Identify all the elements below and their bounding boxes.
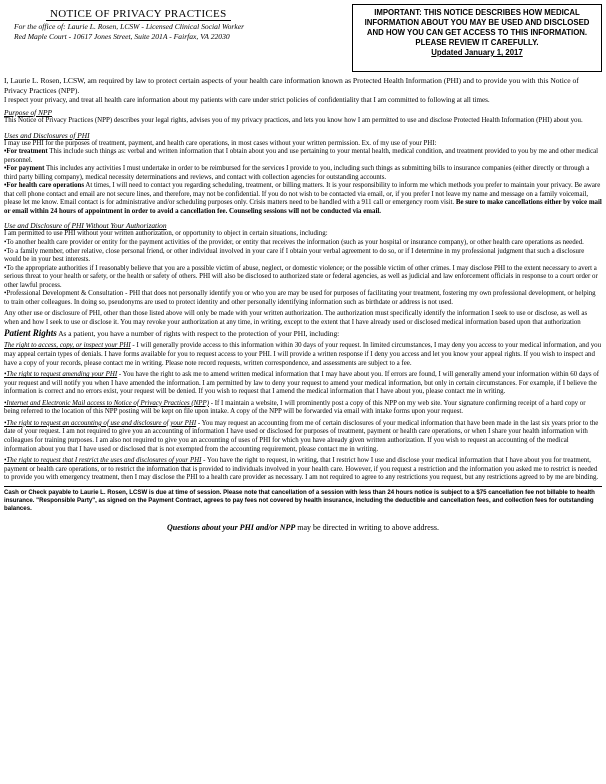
fee-notice: Cash or Check payable to Laurie L. Rosen, LCSW is due at time of session. Please note that cancellation of a session with less than 24 hours notice is subject to a $75 cancellation fee not billable to health insurance. "Responsible Party", as signed on the Payment Contract, agrees to pay fees not covered by health insurance, including the deductible and cancellation fees, and collection fees for outstanding balances.	[4, 488, 595, 512]
right-label: •The right to request amending your PHI	[4, 371, 118, 379]
treatment-text: This include such things as: verbal and written information that I obtain about you and use pertaining to your mental health, medical condition, and treatment provided to you by me and other medical personnel.	[4, 148, 599, 164]
right-item	[4, 342, 602, 368]
right-label: •The right to request an accounting of use and disclosure of your PHI	[4, 419, 197, 427]
treatment-item	[4, 148, 602, 165]
intro-paragraph: I, Laurie L. Rosen, LCSW, am required by law to protect certain aspects of your health care information known as Protected Health Information (PHI) and to provide you with this Notice of Privacy Practices (NPP).	[4, 76, 579, 95]
payment-item	[4, 165, 602, 182]
without-auth-heading: Use and Disclosure of PHI Without Your Authorization	[4, 221, 167, 231]
payment-text: This includes any activities I must undertake in order to be reimbursed for the services I provide to you, including such things as submitting bills to insurance companies (either directly or through a third party billing company), medical necessity determinations and reviews, and contact with collection agencies for outstanding accounts.	[4, 165, 590, 181]
authorization-closing: Any other use or disclosure of PHI, other than those listed above will only be made with your written authorization. The authorization must specifically identify the information I seek to use or disclose, as well as when and how I seek to use or disclose it. You may revoke your authorization at any time, in writing, except to the extent that I have already used or disclosed medical information based upon that authorization	[4, 310, 588, 326]
right-text: - You have the right to ask me to amend written medical information that I may have about you. If errors are found, I will generally amend your information within 60 days of your request and will notify you when I have amended the information. I am permitted by law to deny your request to amend your medical information, but only in certain circumstances. For example, if I believe the information is correct and no errors exist, your request will be denied. If you wish to request that I amend the medical information that I have about you, please contact me in writing.	[4, 371, 600, 396]
operations-text: At times, I will need to contact you regarding scheduling, treatment, or billing matters. It is your responsibility to inform me which methods you prefer to maintain your privacy. Be aware that cell phone contact and email are not secure lines, and therefore, may not be confidential. If you do not wish to be contacted via email, or, if you prefer I not leave my name and message on a family voicemail, please let me know. Email contact is for administrative and/or scheduling purposes only. Crisis matters need to be handled with a 911 call or emergency room visit.	[4, 182, 601, 207]
office-line: For the office of: Laurie L. Rosen, LCSW - Licensed Clinical Social Worker	[14, 22, 245, 31]
purpose-heading: Purpose of NPP	[4, 108, 53, 117]
important-notice-box	[352, 4, 602, 72]
intro-respect: I respect your privacy, and treat all health care information about my patients with care under strict policies of confidentiality that I am committed to following at all times.	[4, 96, 490, 104]
patient-rights-header	[4, 328, 602, 339]
right-text: - I will generally provide access to this information within 30 days of your request. In limited circumstances, I may deny you access to your medical information, and you may appeal certain types of denials. I have forms available for you to request access to your PHI. I will provide a written response if I deny you access and let you know your appeal rights. If you wish to inspect and have a copy of your records, please contact me in writing. Please note record requests, written correspondence, and assessments are subject to a fee.	[4, 342, 602, 367]
operations-item	[4, 182, 602, 216]
header-row	[4, 4, 602, 72]
office-address: Red Maple Court - 10617 Jones Street, Suite 201A - Fairfax, VA 22030	[14, 32, 230, 41]
right-item	[4, 371, 602, 397]
patient-rights-lead: As a patient, you have a number of rights with respect to the protection of your PHI, including:	[56, 329, 340, 339]
right-label: •Internet and Electronic Mail access to Notice of Privacy Practices (NPP)	[4, 399, 209, 407]
right-item	[4, 400, 602, 417]
right-text: - You may request an accounting from me of certain disclosures of your medical information that have been made in the last six years prior to the date of your request. I am not required to give you an accounting of information I have used or disclosed for purposes of treatment, payment or health care operations, or when I share your health information with colleagues for training purposes. I am also not required to give you an accounting of uses of PHI for which you have already given written authorization. If you wish to request an accounting of the medical information about you that I have used or disclosed that is not exempted from the accounting requirement, please contact me in writing.	[4, 419, 599, 453]
uses-lead: I may use PHI for the purposes of treatment, payment, and health care operations, in most cases without your written permission. Ex. of my use of your PHI:	[4, 139, 437, 147]
right-label: •The right to request that I restrict the uses and disclosures of your PHI	[4, 457, 202, 465]
footer-question: Questions about your PHI and/or NPP	[167, 522, 296, 532]
divider	[4, 486, 602, 487]
cancellation-warning: Be sure to make cancellations either by voice mail or email within 24 hours of appointment in order to avoid a cancellation fee. Counseling sessions will not be conducted via email.	[4, 199, 602, 215]
uses-heading: Uses and Disclosures of PHI	[4, 130, 90, 140]
purpose-text: This Notice of Privacy Practices (NPP) describes your legal rights, advises you of my privacy practices, and lets you know how I am permitted to use and disclose Protected Health Information (PHI) about you.	[4, 117, 583, 124]
right-label: The right to access, copy, or inspect your PHI	[4, 342, 131, 350]
without-auth-lead: I am permitted to use PHI without your written authorization, or opportunity to object in certain situations, including:	[4, 230, 328, 238]
page-title: NOTICE OF PRIVACY PRACTICES	[46, 8, 231, 21]
payment-label: •For payment	[4, 165, 45, 173]
patient-rights-title: Patient Rights	[4, 328, 57, 339]
operations-label: •For health care operations	[4, 182, 85, 190]
right-item	[4, 457, 602, 483]
without-auth-item: •To the appropriate authorities if I reasonably believe that you are a possible victim of abuse, neglect, or domestic violence; or the possible victim of other crimes. I may disclose PHI to the extent necessary to avert a serious threat to your health or safety, or the health or safety of others. PHI will also be disclosed to authorized state or federal agencies, as well as judicial and law enforcement officials in response to a court order or other lawful process.	[4, 264, 598, 289]
right-text: - You have the right to request, in writing, that I restrict how I use and disclose your medical information that I have about you for treatment, payment or health care operations, or to restrict the information that is provided to individuals involved in your health care. However, if you request a restriction and the information you asked me to restrict is needed to provide you with emergency treatment, then I may disclose the PHI to a health care provider as necessary. I am not required to agree to any restrictions you request, but any restrictions agreed to by me are binding.	[4, 457, 599, 482]
updated-date: Updated January 1, 2017	[431, 48, 523, 57]
important-notice-text: IMPORTANT: THIS NOTICE DESCRIBES HOW MEDICAL INFORMATION ABOUT YOU MAY BE USED AND DISCLOSED AND HOW YOU CAN GET ACCESS TO THIS INFORMATION. PLEASE REVIEW IT CAREFULLY.	[364, 8, 590, 47]
treatment-label: •For treatment	[4, 148, 48, 156]
without-auth-item: •Professional Development & Consultation - PHI that does not personally identify you or who you are may be used for purposes of facilitating your treatment, fostering my own professional development, or helping to train other colleagues. In doing so, pseudonyms are used to protect identity and other personally identifying information such as birthdate or address is not used.	[4, 290, 596, 306]
footer-line	[4, 523, 602, 532]
right-item	[4, 420, 602, 454]
without-auth-item: •To another health care provider or entity for the payment activities of the provider, or entity that receives the information (such as your hospital or insurance company), or other health care operations as needed.	[4, 239, 584, 247]
right-text: - If I maintain a website, I will prominently post a copy of this NPP on my web site. Your signature confirming receipt of a hard copy or being referred to the location of this NPP posting will be kept on file upon intake. A copy of the NPP will be forwarded via email with intake forms upon your request.	[4, 399, 586, 416]
header-left	[4, 4, 334, 72]
without-auth-item: •To a family member, other relative, close personal friend, or other individual involved in your care if I obtain your verbal agreement to do so, or if I determine in my professional judgment that such a disclosure would be in your best interests.	[4, 247, 585, 264]
footer-rest: may be directed in writing to above address.	[295, 522, 439, 532]
